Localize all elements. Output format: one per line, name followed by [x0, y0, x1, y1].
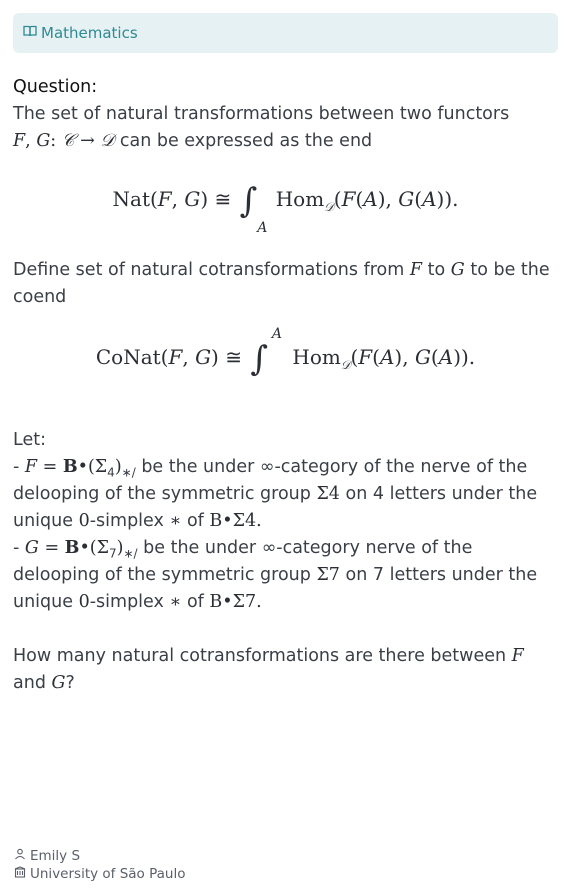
- institution-row: [14, 865, 185, 883]
- book-icon: [23, 24, 41, 42]
- let-label: Let:: [13, 430, 46, 450]
- intro-text: The set of natural transformations between two functors: [13, 104, 510, 124]
- author-name: Emily S: [30, 848, 81, 864]
- building-icon: [14, 865, 30, 883]
- intro-tail: can be expressed as the end: [119, 131, 373, 151]
- user-icon: [14, 847, 30, 865]
- author-footer: [14, 847, 185, 883]
- question-ask: How many natural cotransformations are there between F and G?: [13, 646, 524, 693]
- institution-name: University of São Paulo: [30, 866, 186, 882]
- definition-item-1: - $F = B•(\Sigma_4)_{∗/}$ be the under ∞-category of the nerve of the delooping of the symmetric group Σ4 on 4 letters under the unique 0-simplex ∗ of B•Σ4.: [13, 457, 538, 531]
- subject-badge: [13, 13, 558, 53]
- question-heading: Question:: [13, 77, 98, 97]
- define-paragraph: Define set of natural cotransformations from F to G to be the coend: [13, 260, 550, 307]
- subject-label: Mathematics: [41, 24, 138, 42]
- end-formula: Nat(F, G) ≅ ∫ A Hom$_𝒟$(F(A), G(A)).: [112, 180, 459, 236]
- coend-formula: CoNat(F, G) ≅ ∫ A Hom$_𝒟$(F(A), G(A)).: [95, 325, 476, 379]
- author-row: [14, 847, 185, 865]
- question-content: [13, 70, 558, 697]
- intro-paragraph: The set of natural transformations between two functors F, G: 𝒞 → 𝒟 can be expressed as the end: [13, 104, 510, 151]
- definition-item-2: - $G = B•(\Sigma_7)_{∗/}$ be the under ∞-category nerve of the delooping of the symmetric group Σ7 on 7 letters under the unique 0-simplex ∗ of B•Σ7.: [13, 538, 538, 612]
- functors-math: F: [13, 131, 26, 151]
